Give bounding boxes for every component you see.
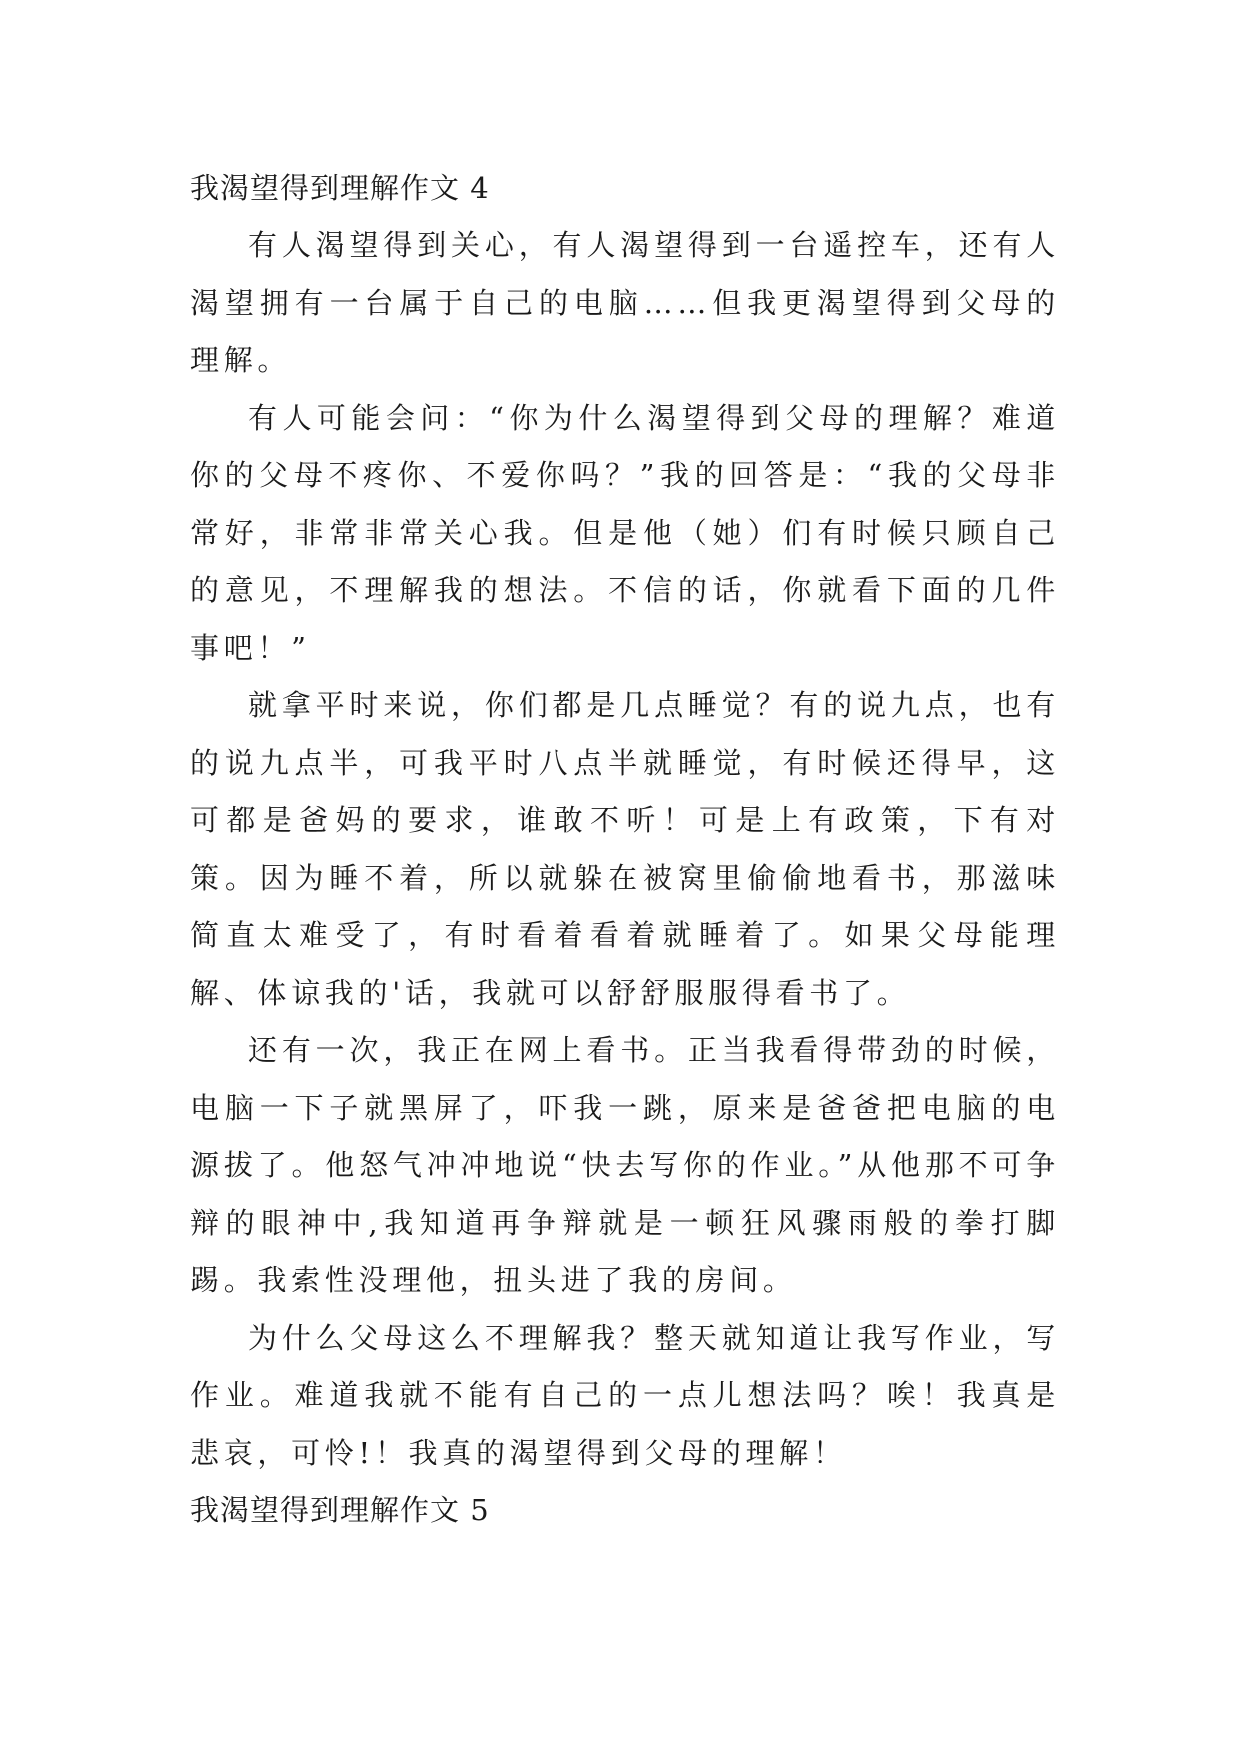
essay-title-4: 我渴望得到理解作文 4 xyxy=(190,171,490,205)
paragraph-2: 有人可能会问：“你为什么渴望得到父母的理解？难道你的父母不疼你、不爱你吗？”我的回答是：“我的父母非常好，非常非常关心我。但是他（她）们有时候只顾自己的意见，不理解我的想法。不信的话，你就看下面的几件事吧！” xyxy=(190,400,1060,665)
essay-title-5: 我渴望得到理解作文 5 xyxy=(190,1493,490,1527)
paragraph-3: 就拿平时来说，你们都是几点睡觉？有的说九点，也有的说九点半，可我平时八点半就睡觉，有时候还得早，这可都是爸妈的要求，谁敢不听！可是上有政策，下有对策。因为睡不着，所以就躲在被窝里偷偷地看书，那滋味简直太难受了，有时看着看着就睡着了。如果父母能理解、体谅我的'话，我就可以舒舒服服得看书了。 xyxy=(190,688,1060,1010)
paragraph-5: 为什么父母这么不理解我？整天就知道让我写作业，写作业。难道我就不能有自己的一点儿想法吗？唉！我真是悲哀，可怜!！我真的渴望得到父母的理解！ xyxy=(190,1320,1060,1470)
paragraph-1: 有人渴望得到关心，有人渴望得到一台遥控车，还有人渴望拥有一台属于自己的电脑……但我更渴望得到父母的理解。 xyxy=(190,228,1060,377)
paragraph-4: 还有一次，我正在网上看书。正当我看得带劲的时候，电脑一下子就黑屏了，吓我一跳，原来是爸爸把电脑的电源拔了。他怒气冲冲地说“快去写你的作业。”从他那不可争辩的眼神中,我知道再争辩就是一顿狂风骤雨般的拳打脚踢。我索性没理他，扭头进了我的房间。 xyxy=(190,1033,1060,1297)
document-page xyxy=(190,160,1060,1539)
